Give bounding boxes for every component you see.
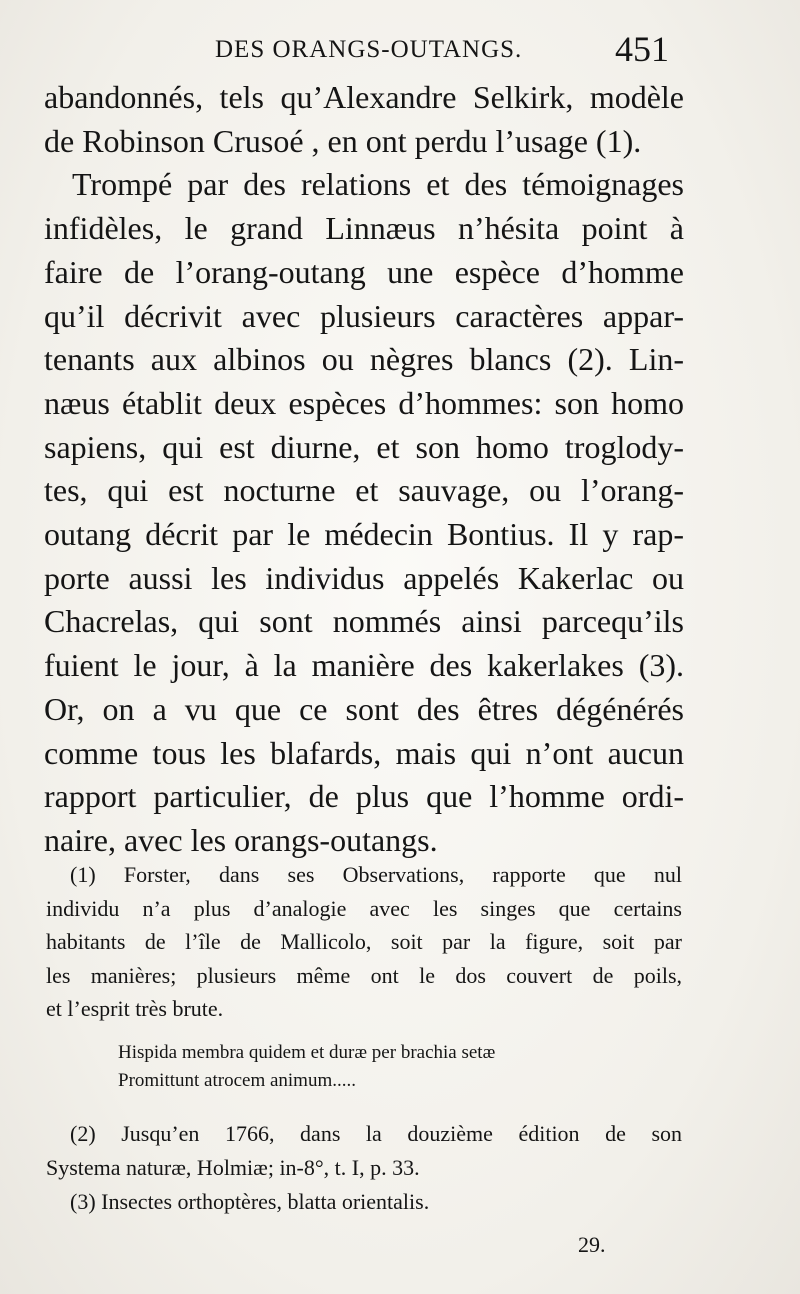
latin-verse-quote (118, 1039, 495, 1095)
text-line: outang décrit par le médecin Bontius. Il y rap- (44, 516, 684, 553)
footnote-line: et l’esprit très brute. (46, 996, 224, 1021)
footnote-line: individu n’a plus d’analogie avec les singes que certains (46, 895, 682, 921)
text-line: fuient le jour, à la manière des kakerlakes (3). (44, 647, 684, 684)
text-line: sapiens, qui est diurne, et son homo troglody- (44, 428, 684, 465)
text-line: næus établit deux espèces d’hommes: son homo (44, 384, 684, 421)
text-line: naire, avec les orangs-outangs. (44, 821, 438, 858)
footnote-line: (3) Insectes orthoptères, blatta orientalis. (70, 1189, 430, 1214)
footnote-line: habitants de l’île de Mallicolo, soit par la figure, soit par (46, 929, 682, 954)
text-line: tes, qui est nocturne et sauvage, ou l’orang- (44, 472, 684, 509)
body-text (44, 76, 684, 863)
page-header (0, 22, 800, 82)
text-line: tenants aux albinos ou nègres blancs (2). Lin- (44, 341, 684, 378)
running-head: DES ORANGS-OUTANGS. (215, 36, 523, 63)
verse-line: Hispida membra quidem et duræ per brachia setæ (118, 1042, 496, 1063)
text-line: infidèles, le grand Linnæus n’hésita point à (44, 210, 684, 247)
verse-line: Promittunt atrocem animum..... (118, 1070, 356, 1091)
text-line: porte aussi les individus appelés Kakerlac ou (44, 559, 684, 596)
text-line: de Robinson Crusoé , en ont perdu l’usage (1). (44, 122, 642, 159)
text-line: comme tous les blafards, mais qui n’ont aucun (44, 734, 684, 771)
text-line: Chacrelas, qui sont nommés ainsi parcequ’ils (44, 603, 684, 640)
footnote-line: (1) Forster, dans ses Observations, rapporte que nul (70, 862, 682, 887)
text-line: qu’il décrivit avec plusieurs caractères appar- (44, 297, 684, 334)
footnotes-2-3 (46, 1117, 682, 1219)
text-line: Or, on a vu que ce sont des êtres dégénérés (44, 690, 684, 727)
text-line: rapport particulier, de plus que l’homme ordi- (44, 778, 684, 815)
footnote-line: les manières; plusieurs même ont le dos couvert de poils, (46, 962, 682, 988)
footnote-1 (46, 858, 682, 1026)
signature-mark: 29. (578, 1232, 606, 1257)
page-number: 451 (615, 29, 669, 69)
text-line: Trompé par des relations et des témoignages (72, 166, 684, 203)
text-line: faire de l’orang-outang une espèce d’homme (44, 253, 684, 290)
footnote-line: (2) Jusqu’en 1766, dans la douzième édition de son (70, 1121, 682, 1146)
text-line: abandonnés, tels qu’Alexandre Selkirk, modèle (44, 79, 684, 115)
footnote-line: Systema naturæ, Holmiæ; in-8°, t. I, p. 33. (46, 1155, 420, 1180)
